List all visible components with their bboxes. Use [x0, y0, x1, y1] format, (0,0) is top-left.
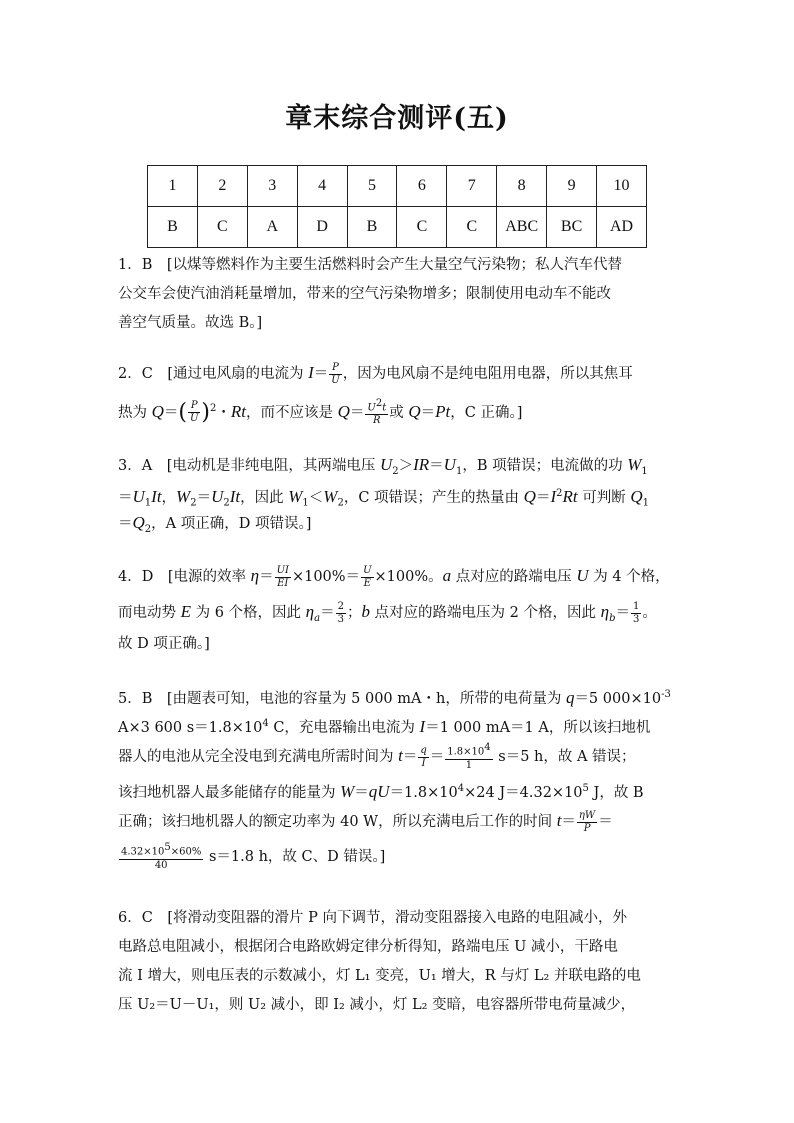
text-run: 正确；该扫地机器人的额定功率为 40 W，所以充满电后工作的时间: [118, 814, 557, 830]
text-run: ，因为电风扇不是纯电阻用电器，所以其焦耳: [342, 366, 633, 382]
answer-line: 电路总电阻减小，根据闭合电路欧姆定律分析得知，路端电压 U 减小，干路电: [118, 939, 618, 955]
text-run: s＝5 h，故 A 错误；: [493, 749, 636, 765]
text-run: 热为: [118, 404, 152, 421]
table-cell: C: [197, 207, 247, 248]
table-cell: 7: [447, 166, 497, 207]
table-cell: A: [247, 207, 297, 248]
text-run: A×3 600 s＝1.8×10: [118, 719, 263, 736]
text-run: ；: [346, 605, 362, 621]
table-cell: 9: [547, 166, 597, 207]
text-run: 为 6 个格，因此: [191, 605, 306, 621]
table-row-numbers: [148, 166, 647, 207]
answer-line: $=Q_2$，A 项正确，D 项错误。]: [118, 513, 312, 535]
text-run: 4．D [电源的效率: [118, 569, 251, 585]
answer-line: 而电动势 E 为 6 个格，因此 $\eta_a=$ $\frac{2}{3}$ ；b 点对应的路端电压为 2 个格，因此 $\eta_b=$ $\frac{1}{3}$ 。: [118, 600, 657, 625]
answer-line: 器人的电池从完全没电到充满电所需时间为 t＝ $\frac{q}{I}$ ＝ $\frac{1.8\times 10^4}{1}$ s＝5 h，故 A 错误；: [118, 742, 636, 771]
answer-4: [118, 558, 678, 659]
table-cell: B: [148, 207, 198, 248]
answer-line: 善空气质量。故选 B。]: [118, 315, 263, 331]
text-run: ，A 项正确，D 项错误。]: [151, 516, 312, 532]
table-cell: 4: [297, 166, 347, 207]
table-cell: AD: [597, 207, 647, 248]
table-cell: ABC: [497, 207, 547, 248]
answer-line: 5．B [由题表可知，电池的容量为 5 000 mA・h，所带的电荷量为 q＝5 $000\times 10^{-3}$: [118, 687, 671, 707]
text-run: ，C 正确。]: [450, 404, 523, 421]
text-run: s＝1.8 h，故 C、D 错误。]: [204, 849, 386, 865]
text-run: ，: [161, 489, 177, 506]
text-run: 为 4 个格，: [588, 569, 670, 585]
answer-2: [118, 355, 678, 427]
table-cell: BC: [547, 207, 597, 248]
answer-line: 故 D 项正确。]: [118, 636, 210, 652]
text-run: 而电动势: [118, 605, 181, 621]
table-cell: 10: [597, 166, 647, 207]
text-run: 点对应的路端电压: [451, 569, 577, 585]
text-run: 点对应的路端电压为 2 个格，因此: [369, 605, 601, 621]
text-run: ，因此: [240, 489, 289, 506]
answer-line: 3．A [电动机是非纯电阻，其两端电压 $U_2>IR=U_1$，B 项错误；电流做的功 $W_1$: [118, 455, 648, 477]
text-run: 器人的电池从完全没电到充满电所需时间为: [118, 749, 399, 765]
answer-line: 公交车会使汽油消耗量增加，带来的空气污染物增多；限制使用电动车不能改: [118, 286, 611, 302]
answer-line: 2．C [通过电风扇的电流为 I＝ $\frac{P}{U}$ ，因为电风扇不是纯电阻用电器，所以其焦耳: [118, 361, 633, 386]
text-run: ，C 项错误；产生的热量由: [343, 489, 524, 506]
table-cell: 2: [197, 166, 247, 207]
answer-line: 流 I 增大，则电压表的示数减小，灯 L₁ 变亮，U₁ 增大，R 与灯 L₂ 并联电路的电: [118, 968, 641, 984]
answer-line: 正确；该扫地机器人的额定功率为 40 W，所以充满电后工作的时间 t＝ $\frac{\eta W}{P}$ ＝: [118, 809, 613, 834]
table-cell: C: [447, 207, 497, 248]
text-run: J，故 B: [588, 784, 644, 801]
table-cell: 8: [497, 166, 547, 207]
answer-6: [118, 904, 678, 1020]
table-cell: B: [347, 207, 397, 248]
text-run: 该扫地机器人最多能储存的能量为: [118, 784, 341, 801]
answer-line: 该扫地机器人最多能储存的能量为 $W=qU=1.8\times 10^4\times 24$ $J=4.32\times 10^5$ J，故 B: [118, 781, 644, 801]
text-run: 。: [428, 569, 443, 585]
text-run: 2．C [通过电风扇的电流为: [118, 366, 309, 382]
table-cell: 6: [397, 166, 447, 207]
answer-5: [118, 680, 678, 875]
answer-1: [118, 251, 678, 338]
answer-line: A×3 600 $s=1.8\times 10^4$ C，充电器输出电流为 I＝1 000 mA＝1 A，所以该扫地机: [118, 716, 651, 736]
page-title: 章末综合测评(五): [285, 103, 509, 134]
answer-3: [118, 450, 678, 537]
answer-line: 4．D [电源的效率 η＝ $\frac{UI}{EI}$ ×100%＝ $\frac{U}{E}$ ×100%。a 点对应的路端电压 U 为 4 个格，: [118, 564, 670, 589]
table-cell: C: [397, 207, 447, 248]
answer-line: 压 U₂＝U－U₁，则 U₂ 减小，即 I₂ 减小，灯 L₂ 变暗，电容器所带电荷量减少，: [118, 997, 636, 1013]
answer-table: [147, 165, 647, 248]
answer-line: 6．C [将滑动变阻器的滑片 P 向下调节，滑动变阻器接入电路的电阻减小，外: [118, 910, 627, 926]
text-run: 。: [642, 605, 657, 621]
table-cell: D: [297, 207, 347, 248]
text-run: 3．A [电动机是非纯电阻，其两端电压: [118, 458, 380, 474]
answer-line: 1．B [以煤等燃料作为主要生活燃料时会产生大量空气污染物；私人汽车代替: [118, 257, 623, 273]
table-cell: 1: [148, 166, 198, 207]
text-run: ，B 项错误；电流做的功: [462, 458, 628, 474]
text-run: 5．B [由题表可知，电池的容量为 5 000 mA・h，所带的电荷量为: [118, 690, 566, 707]
table-cell: 5: [347, 166, 397, 207]
text-run: ，而不应该是: [246, 404, 338, 421]
text-run: 或: [389, 404, 409, 421]
answer-line: $\frac{4.32\times 10^5\times 60\%}{40}$ s＝1.8 h，故 C、D 错误。]: [121, 842, 386, 871]
text-run: ＝1 000 mA＝1 A，所以该扫地机: [425, 719, 651, 736]
text-run: 可判断: [577, 489, 631, 506]
table-row-answers: [148, 207, 647, 248]
table-cell: 3: [247, 166, 297, 207]
answer-line: 热为 Q＝( $\frac{P}{U}$ )$^2$・Rt，而不应该是 Q＝ $\frac{U^2t}{R}$ 或 Q＝Pt，C 正确。]: [118, 398, 523, 427]
answer-line: $=U_1It$，$W_2=U_2It$，因此 $W_1<W_2$，C 项错误；产生的热量由 $Q=I^2Rt$ 可判断 $Q_1$: [118, 486, 649, 509]
text-run: C，充电器输出电流为: [268, 719, 420, 736]
